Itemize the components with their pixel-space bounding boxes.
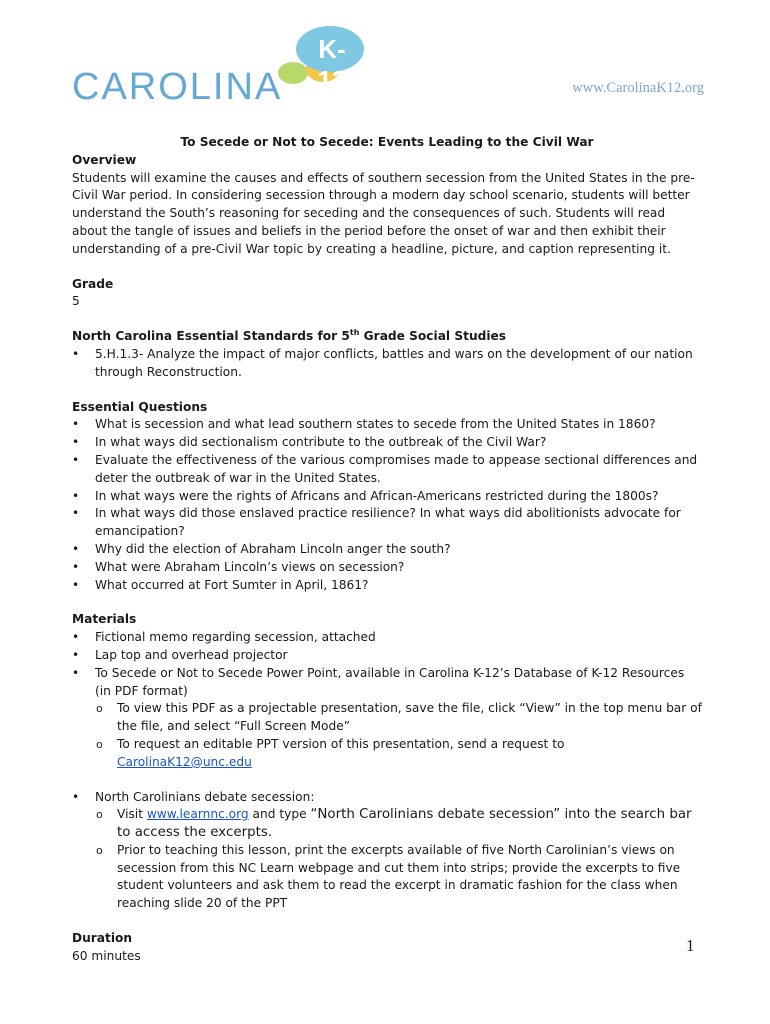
sub-list-item: o To request an editable PPT version of this presentation, send a request to CarolinaK12@unc.edu <box>72 736 702 772</box>
learnnc-link[interactable]: www.learnnc.org <box>146 807 249 822</box>
list-item: • What were Abraham Lincoln’s views on secession? <box>72 559 702 577</box>
document-body <box>72 134 702 966</box>
logo-badge-text: K-12 <box>317 34 347 95</box>
list-item: • North Carolinians debate secession: o Visit www.learnnc.org and type “North Carolinians debate secession” into the search bar to access the excerpts. o Prior to teaching this lesson, print the excerpts available of five North Carolinian’s views on secession from this NC Learn webpage and cut them into strips; provide the excerpts to five student volunteers and ask them to read the excerpt in dramatic fashion for the class when reaching slide 20 of the PPT <box>72 789 702 914</box>
grade-value: 5 <box>72 294 80 309</box>
list-item: • What is secession and what lead southern states to secede from the United States in 1860? <box>72 416 702 434</box>
overview-heading: Overview <box>72 152 137 167</box>
sub-list-item: o Prior to teaching this lesson, print the excerpts available of five North Carolinian’s views on secession from this NC Learn webpage and cut them into strips; provide the excerpts to five student volunteers and ask them to read the excerpt in dramatic fashion for the class when reaching slide 20 of the PPT <box>72 842 702 913</box>
list-item: • Evaluate the effectiveness of the various compromises made to appease sectional differences and deter the outbreak of war in the United States. <box>72 452 702 488</box>
grade-heading: Grade <box>72 276 114 291</box>
list-item: • 5.H.1.3- Analyze the impact of major conflicts, battles and wars on the development of our nation through Reconstruction. <box>72 346 702 382</box>
list-item: • Fictional memo regarding secession, attached <box>72 629 702 647</box>
list-item: • In what ways did sectionalism contribute to the outbreak of the Civil War? <box>72 434 702 452</box>
duration-heading: Duration <box>72 931 133 946</box>
list-item: • In what ways were the rights of Africans and African-Americans restricted during the 1800s? <box>72 488 702 506</box>
standards-list <box>72 346 702 382</box>
list-item: • Lap top and overhead projector <box>72 647 702 665</box>
email-link[interactable]: CarolinaK12@unc.edu <box>117 754 252 769</box>
sub-list <box>72 806 702 913</box>
essential-questions-list <box>72 416 702 594</box>
duration-value: 60 minutes <box>72 948 141 963</box>
overview-text: Students will examine the causes and effects of southern secession from the United States in the pre-Civil War period. In considering secession through a modern day school scenario, students will better understand the South’s reasoning for seceding and the consequences of such. Students will read about the tangle of issues and beliefs in the period before the onset of war and then exhibit their understanding of a pre-Civil War topic by creating a headline, picture, and caption representing it. <box>72 170 695 256</box>
page-number: 1 <box>686 936 695 955</box>
standards-heading: North Carolina Essential Standards for 5th Grade Social Studies <box>72 328 507 344</box>
list-item: • In what ways did those enslaved practice resilience? In what ways did abolitionists advocate for emancipation? <box>72 505 702 541</box>
list-item: • Why did the election of Abraham Lincoln anger the south? <box>72 541 702 559</box>
materials-heading: Materials <box>72 612 137 627</box>
sub-list <box>72 700 702 771</box>
sub-list-item: o To view this PDF as a projectable presentation, save the file, click “View” in the top menu bar of the file, and select “Full Screen Mode” <box>72 700 702 736</box>
header-website: www.CarolinaK12.org <box>572 80 704 96</box>
materials-list <box>72 629 702 771</box>
sub-list-item: o Visit www.learnnc.org and type “North Carolinians debate secession” into the search bar to access the excerpts. <box>72 806 702 842</box>
materials-list-continued <box>72 789 702 914</box>
logo-text: CAROLINA <box>72 66 283 108</box>
carolina-k12-logo <box>60 20 380 110</box>
list-item: • What occurred at Fort Sumter in April, 1861? <box>72 577 702 595</box>
document-title: To Secede or Not to Secede: Events Leading to the Civil War <box>180 135 594 149</box>
essential-questions-heading: Essential Questions <box>72 399 208 414</box>
list-item: • To Secede or Not to Secede Power Point, available in Carolina K-12’s Database of K-12 Resources (in PDF format) o To view this PDF as a projectable presentation, save the file, click “View” in the top menu bar of the file, and select “Full Screen Mode” o To request an editable PPT version of this presentation, send a request to CarolinaK12@unc.edu <box>72 665 702 772</box>
